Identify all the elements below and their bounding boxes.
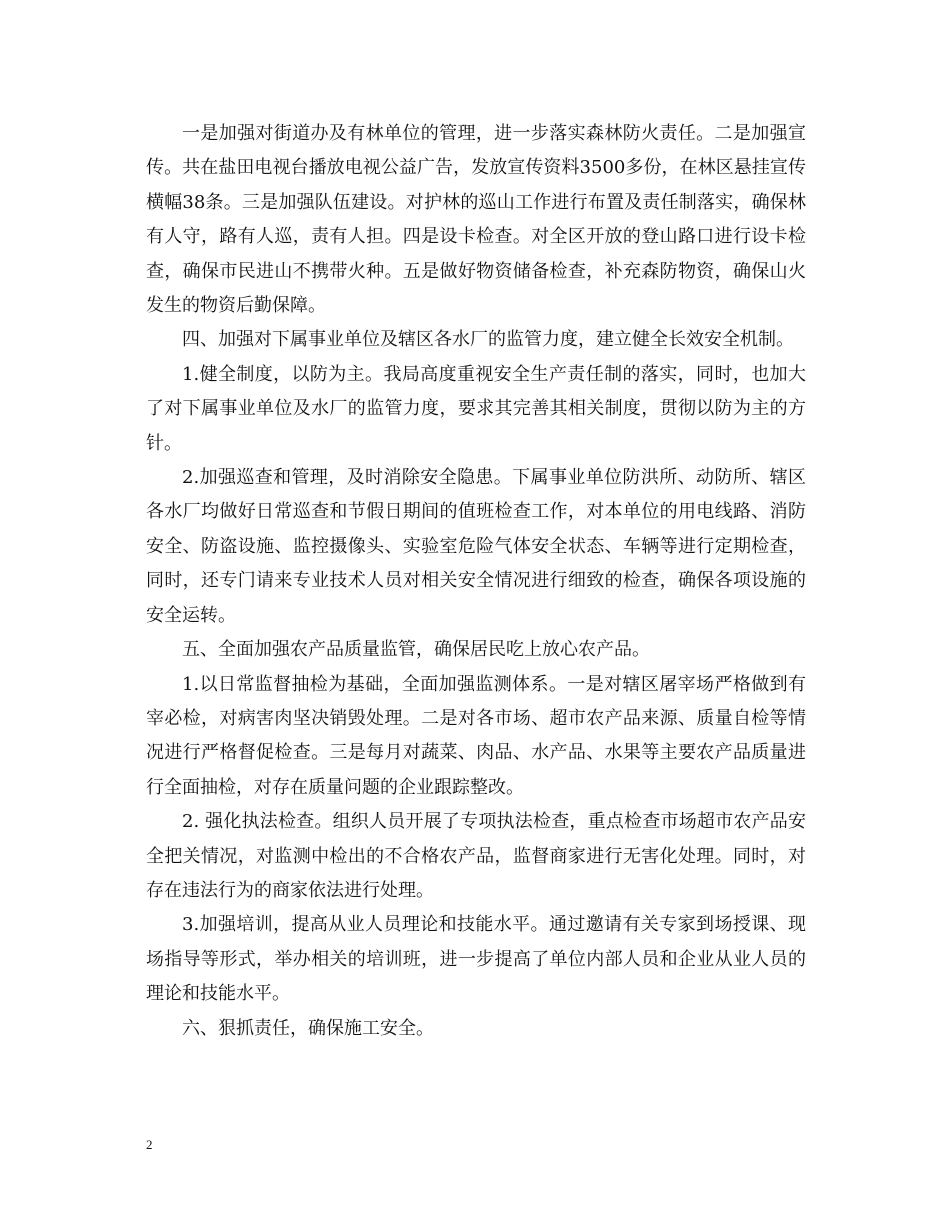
- section-heading-4: 四、加强对下属事业单位及辖区各水厂的监管力度，建立健全长效安全机制。: [182, 329, 794, 351]
- paragraph-5-3: 3.加强培训，提高从业人员理论和技能水平。通过邀请有关专家到场授课、现场指导等形式，举办相关的培训班，进一步提高了单位内部人员和企业从业人员的理论和技能水平。: [146, 914, 806, 1005]
- document-body: [146, 117, 806, 1046]
- page-number: 2: [146, 1137, 153, 1152]
- section-heading-6: 六、狠抓责任，确保施工安全。: [182, 1017, 434, 1039]
- paragraph-4-2: 2.加强巡查和管理，及时消除安全隐患。下属事业单位防洪所、动防所、辖区各水厂均做好日常巡查和节假日期间的值班检查工作，对本单位的用电线路、消防安全、防盗设施、监控摄像头、实验室危险气体安全状态、车辆等进行定期检查，同时，还专门请来专业技术人员对相关安全情况进行细致的检查，确保各项设施的安全运转。: [146, 467, 806, 626]
- section-heading-5: 五、全面加强农产品质量监管，确保居民吃上放心农产品。: [182, 639, 650, 661]
- paragraph-4-1: 1.健全制度，以防为主。我局高度重视安全生产责任制的落实，同时，也加大了对下属事业单位及水厂的监管力度，要求其完善其相关制度，贯彻以防为主的方针。: [146, 363, 806, 454]
- paragraph-forest-fire-measures: 一是加强对街道办及有林单位的管理，进一步落实森林防火责任。二是加强宣传。共在盐田电视台播放电视公益广告，发放宣传资料3500多份，在林区悬挂宣传横幅38条。三是加强队伍建设。对护林的巡山工作进行布置及责任制落实，确保林有人守，路有人巡，责有人担。四是设卡检查。对全区开放的登山路口进行设卡检查，确保市民进山不携带火种。五是做好物资储备检查，补充森防物资，确保山火发生的物资后勤保障。: [146, 123, 806, 317]
- paragraph-5-1: 1.以日常监督抽检为基础，全面加强监测体系。一是对辖区屠宰场严格做到有宰必检，对病害肉坚决销毁处理。二是对各市场、超市农产品来源、质量自检等情况进行严格督促检查。三是每月对蔬菜、肉品、水产品、水果等主要农产品质量进行全面抽检，对存在质量问题的企业跟踪整改。: [146, 673, 806, 798]
- paragraph-5-2: 2. 强化执法检查。组织人员开展了专项执法检查，重点检查市场超市农产品安全把关情况，对监测中检出的不合格农产品，监督商家进行无害化处理。同时，对存在违法行为的商家依法进行处理。: [146, 811, 806, 901]
